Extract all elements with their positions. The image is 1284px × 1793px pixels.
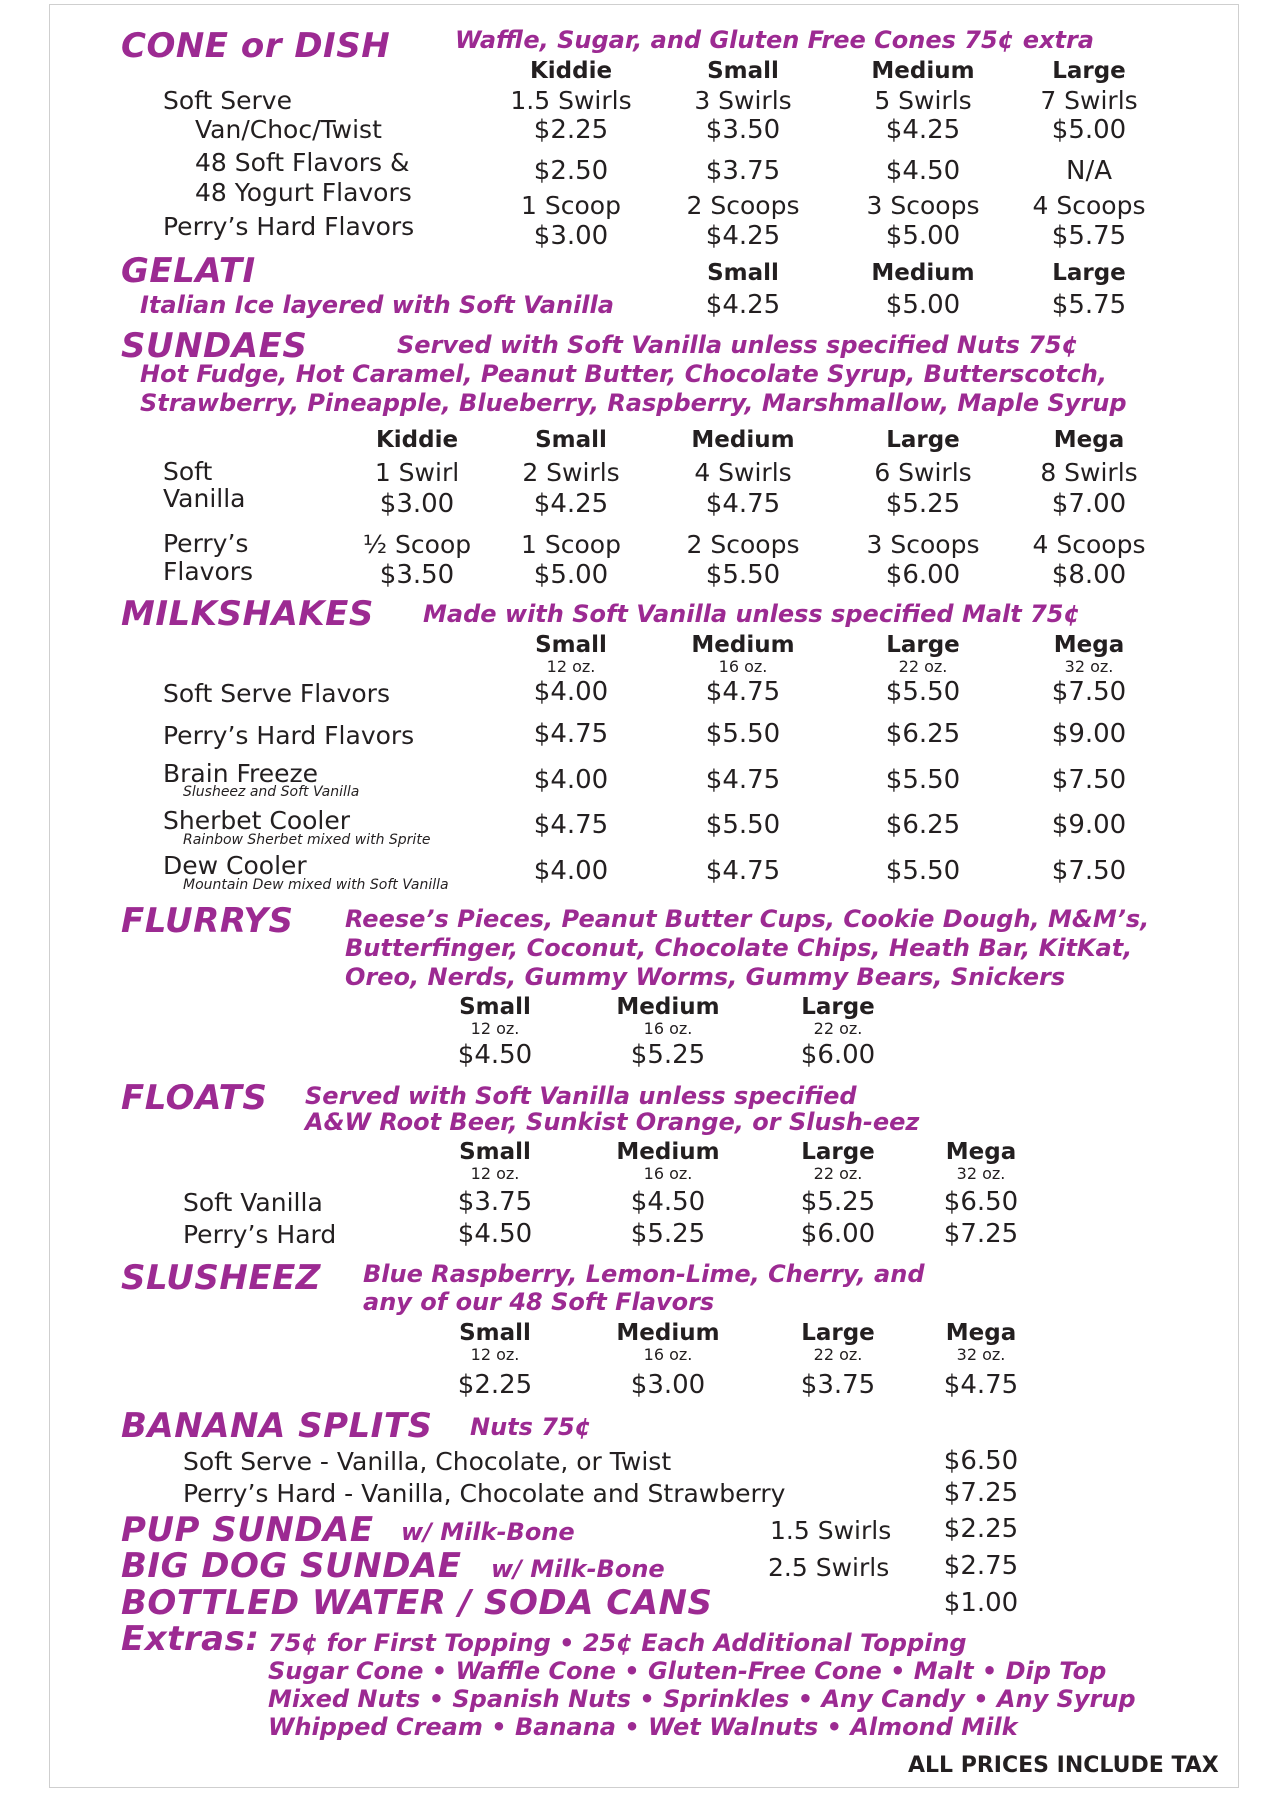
- sundae-swirls: 8 Swirls: [1040, 458, 1138, 487]
- flurry-price: $4.50: [457, 1040, 533, 1070]
- bigdog-swirls: 2.5 Swirls: [768, 1553, 890, 1582]
- float-row-label: Soft Vanilla: [183, 1188, 323, 1217]
- shake-oz: 12 oz.: [546, 657, 596, 676]
- shake-price: $9.00: [1051, 719, 1127, 749]
- sundae-soft-price: $4.25: [533, 489, 609, 519]
- float-price: $3.75: [457, 1187, 533, 1217]
- float-size: Mega: [945, 1139, 1017, 1165]
- cone-flavors-price: $3.75: [705, 156, 781, 186]
- cone-size-medium: Medium: [871, 58, 975, 84]
- float-oz: 32 oz.: [956, 1164, 1006, 1183]
- gelati-title: GELATI: [121, 251, 256, 291]
- gelati-price: $4.25: [705, 290, 781, 320]
- sundae-size: Large: [886, 427, 960, 453]
- cone-vct-price: $5.00: [1051, 115, 1127, 145]
- cone-hard-label: Perry’s Hard Flavors: [163, 212, 415, 241]
- sundaes-toppings: Strawberry, Pineapple, Blueberry, Raspberry, Marshmallow, Maple Syrup: [140, 389, 1127, 417]
- shake-price: $4.00: [533, 765, 609, 795]
- shake-size: Mega: [1053, 632, 1125, 658]
- flurry-oz: 16 oz.: [643, 1019, 693, 1038]
- floats-note: Served with Soft Vanilla unless specified: [305, 1082, 857, 1110]
- shake-oz: 16 oz.: [718, 657, 768, 676]
- shake-oz: 32 oz.: [1064, 657, 1114, 676]
- slusheez-note: any of our 48 Soft Flavors: [363, 1288, 715, 1316]
- sundae-size: Kiddie: [375, 427, 459, 453]
- sundae-size: Mega: [1053, 427, 1125, 453]
- cone-flavors-label: 48 Soft Flavors &: [195, 148, 410, 177]
- sundaes-note: Served with Soft Vanilla unless specified Nuts 75¢: [397, 331, 1079, 359]
- sundae-soft-price: $7.00: [1051, 489, 1127, 519]
- slush-price: $3.75: [800, 1370, 876, 1400]
- sundae-soft-label: Vanilla: [163, 484, 246, 513]
- cone-note: Waffle, Sugar, and Gluten Free Cones 75¢ extra: [455, 26, 1094, 54]
- banana-row-label: Perry’s Hard - Vanilla, Chocolate and Strawberry: [183, 1479, 786, 1508]
- cone-title: CONE or DISH: [121, 26, 391, 66]
- shake-row-label: Perry’s Hard Flavors: [163, 721, 415, 750]
- banana-price: $6.50: [943, 1446, 1019, 1476]
- cone-size-small: Small: [707, 58, 779, 84]
- flurry-price: $6.00: [800, 1040, 876, 1070]
- pup-title: PUP SUNDAE: [121, 1510, 374, 1550]
- sundae-perry-price: $3.50: [379, 560, 455, 590]
- float-size: Large: [801, 1139, 875, 1165]
- shake-price: $4.75: [705, 765, 781, 795]
- pup-swirls: 1.5 Swirls: [770, 1516, 892, 1545]
- sundae-perry-price: $5.00: [533, 560, 609, 590]
- float-oz: 22 oz.: [813, 1164, 863, 1183]
- cone-size-kiddie: Kiddie: [529, 58, 613, 84]
- slush-oz: 12 oz.: [470, 1345, 520, 1364]
- extras-title: Extras:: [121, 1619, 260, 1659]
- cone-flavors-label: 48 Yogurt Flavors: [195, 178, 412, 207]
- sundae-perry-label: Perry’s: [163, 529, 249, 558]
- cone-flavors-price: $2.50: [533, 156, 609, 186]
- milkshakes-note: Made with Soft Vanilla unless specified Malt 75¢: [423, 600, 1081, 628]
- shake-price: $9.00: [1051, 810, 1127, 840]
- float-price: $5.25: [800, 1187, 876, 1217]
- slush-size: Medium: [616, 1320, 720, 1346]
- shake-price: $6.25: [885, 810, 961, 840]
- flurrys-title: FLURRYS: [121, 901, 294, 941]
- sundae-swirls: 4 Swirls: [694, 458, 792, 487]
- cone-vct-label: Van/Choc/Twist: [195, 115, 382, 144]
- float-price: $4.50: [457, 1219, 533, 1249]
- flurry-size: Small: [459, 994, 531, 1020]
- float-price: $4.50: [630, 1187, 706, 1217]
- cone-scoops: 4 Scoops: [1032, 191, 1146, 220]
- sundae-scoops: 2 Scoops: [686, 530, 800, 559]
- cone-scoops: 3 Scoops: [866, 191, 980, 220]
- float-price: $7.25: [943, 1219, 1019, 1249]
- gelati-size: Small: [707, 260, 779, 286]
- slush-price: $3.00: [630, 1370, 706, 1400]
- cone-hard-price: $3.00: [533, 221, 609, 251]
- cone-swirls: 5 Swirls: [874, 86, 972, 115]
- sundae-perry-label: Flavors: [163, 557, 254, 586]
- shake-row-sub: Mountain Dew mixed with Soft Vanilla: [183, 877, 449, 893]
- tax-note: ALL PRICES INCLUDE TAX: [908, 1753, 1219, 1778]
- gelati-size: Large: [1052, 260, 1126, 286]
- milkshakes-title: MILKSHAKES: [121, 594, 374, 634]
- sundae-scoops: 4 Scoops: [1032, 530, 1146, 559]
- flurry-oz: 22 oz.: [813, 1019, 863, 1038]
- gelati-price: $5.00: [885, 290, 961, 320]
- water-title: BOTTLED WATER / SODA CANS: [121, 1583, 713, 1623]
- shake-row-label: Brain Freeze: [163, 759, 319, 788]
- flurrys-items: Butterfinger, Coconut, Chocolate Chips, Heath Bar, KitKat,: [345, 934, 1133, 962]
- cone-vct-price: $4.25: [885, 115, 961, 145]
- shake-price: $5.50: [705, 719, 781, 749]
- shake-price: $4.75: [533, 719, 609, 749]
- sundae-soft-label: Soft: [163, 457, 213, 486]
- slush-oz: 16 oz.: [643, 1345, 693, 1364]
- gelati-price: $5.75: [1051, 290, 1127, 320]
- gelati-desc: Italian Ice layered with Soft Vanilla: [140, 291, 614, 319]
- shake-size: Small: [535, 632, 607, 658]
- slusheez-note: Blue Raspberry, Lemon-Lime, Cherry, and: [363, 1260, 925, 1288]
- shake-row-label: Sherbet Cooler: [163, 806, 351, 835]
- float-price: $5.25: [630, 1219, 706, 1249]
- shake-price: $7.50: [1051, 677, 1127, 707]
- shake-price: $4.75: [533, 810, 609, 840]
- sundae-scoops: 3 Scoops: [866, 530, 980, 559]
- slush-oz: 22 oz.: [813, 1345, 863, 1364]
- banana-title: BANANA SPLITS: [121, 1406, 433, 1446]
- slush-size: Mega: [945, 1320, 1017, 1346]
- sundaes-toppings: Hot Fudge, Hot Caramel, Peanut Butter, Chocolate Syrup, Butterscotch,: [140, 360, 1107, 388]
- slush-price: $2.25: [457, 1370, 533, 1400]
- shake-price: $7.50: [1051, 765, 1127, 795]
- sundaes-title: SUNDAES: [121, 326, 308, 366]
- sundae-soft-price: $3.00: [379, 489, 455, 519]
- shake-price: $6.25: [885, 719, 961, 749]
- extras-line: Sugar Cone • Waffle Cone • Gluten-Free Cone • Malt • Dip Top: [268, 1657, 1107, 1685]
- sundae-soft-price: $4.75: [705, 489, 781, 519]
- shake-size: Large: [886, 632, 960, 658]
- extras-line: Whipped Cream • Banana • Wet Walnuts • Almond Milk: [268, 1713, 1018, 1741]
- shake-price: $5.50: [705, 810, 781, 840]
- bigdog-price: $2.75: [943, 1551, 1019, 1581]
- banana-row-label: Soft Serve - Vanilla, Chocolate, or Twist: [183, 1447, 672, 1476]
- slusheez-title: SLUSHEEZ: [121, 1258, 321, 1298]
- floats-title: FLOATS: [121, 1078, 268, 1118]
- cone-scoops: 1 Scoop: [521, 191, 621, 220]
- shake-row-sub: Rainbow Sherbet mixed with Sprite: [183, 832, 431, 848]
- shake-price: $4.75: [705, 677, 781, 707]
- banana-price: $7.25: [943, 1478, 1019, 1508]
- slush-price: $4.75: [943, 1370, 1019, 1400]
- cone-hard-price: $5.75: [1051, 221, 1127, 251]
- cone-vct-price: $3.50: [705, 115, 781, 145]
- cone-scoops: 2 Scoops: [686, 191, 800, 220]
- flurrys-items: Oreo, Nerds, Gummy Worms, Gummy Bears, Snickers: [345, 963, 1066, 991]
- sundae-perry-price: $5.50: [705, 560, 781, 590]
- cone-swirls: 3 Swirls: [694, 86, 792, 115]
- water-price: $1.00: [943, 1588, 1019, 1618]
- float-price: $6.00: [800, 1219, 876, 1249]
- sundae-size: Medium: [691, 427, 795, 453]
- flurry-price: $5.25: [630, 1040, 706, 1070]
- sundae-perry-price: $6.00: [885, 560, 961, 590]
- float-price: $6.50: [943, 1187, 1019, 1217]
- shake-price: $5.50: [885, 765, 961, 795]
- slush-size: Small: [459, 1320, 531, 1346]
- slush-size: Large: [801, 1320, 875, 1346]
- cone-swirls: 7 Swirls: [1040, 86, 1138, 115]
- sundae-perry-price: $8.00: [1051, 560, 1127, 590]
- shake-price: $4.75: [705, 856, 781, 886]
- shake-row-label: Dew Cooler: [163, 851, 307, 880]
- float-oz: 12 oz.: [470, 1164, 520, 1183]
- flurry-size: Large: [801, 994, 875, 1020]
- shake-price: $4.00: [533, 856, 609, 886]
- shake-price: $5.50: [885, 677, 961, 707]
- shake-row-label: Soft Serve Flavors: [163, 679, 390, 708]
- cone-swirls: 1.5 Swirls: [510, 86, 632, 115]
- cone-flavors-price: $4.50: [885, 156, 961, 186]
- shake-size: Medium: [691, 632, 795, 658]
- shake-price: $5.50: [885, 856, 961, 886]
- float-row-label: Perry’s Hard: [183, 1220, 337, 1249]
- cone-size-large: Large: [1052, 58, 1126, 84]
- shake-oz: 22 oz.: [898, 657, 948, 676]
- shake-price: $7.50: [1051, 856, 1127, 886]
- bigdog-title: BIG DOG SUNDAE: [121, 1546, 462, 1586]
- banana-note: Nuts 75¢: [470, 1413, 592, 1441]
- shake-price: $4.00: [533, 677, 609, 707]
- flurry-size: Medium: [616, 994, 720, 1020]
- flurry-oz: 12 oz.: [470, 1019, 520, 1038]
- extras-line: 75¢ for First Topping • 25¢ Each Additional Topping: [268, 1629, 967, 1657]
- extras-line: Mixed Nuts • Spanish Nuts • Sprinkles • Any Candy • Any Syrup: [268, 1685, 1136, 1713]
- float-size: Small: [459, 1139, 531, 1165]
- bigdog-note: w/ Milk-Bone: [491, 1555, 665, 1583]
- cone-hard-price: $5.00: [885, 221, 961, 251]
- floats-note: A&W Root Beer, Sunkist Orange, or Slush-eez: [305, 1108, 920, 1136]
- flurrys-items: Reese’s Pieces, Peanut Butter Cups, Cookie Dough, M&M’s,: [345, 905, 1150, 933]
- float-oz: 16 oz.: [643, 1164, 693, 1183]
- sundae-scoops: ½ Scoop: [362, 530, 472, 559]
- gelati-size: Medium: [871, 260, 975, 286]
- shake-row-sub: Slusheez and Soft Vanilla: [183, 784, 360, 800]
- float-size: Medium: [616, 1139, 720, 1165]
- pup-note: w/ Milk-Bone: [401, 1518, 575, 1546]
- sundae-swirls: 1 Swirl: [374, 458, 460, 487]
- sundae-swirls: 2 Swirls: [522, 458, 620, 487]
- sundae-soft-price: $5.25: [885, 489, 961, 519]
- sundae-size: Small: [535, 427, 607, 453]
- cone-flavors-price: N/A: [1066, 156, 1112, 186]
- cone-hard-price: $4.25: [705, 221, 781, 251]
- cone-softserve-label: Soft Serve: [163, 86, 292, 115]
- sundae-scoops: 1 Scoop: [521, 530, 621, 559]
- slush-oz: 32 oz.: [956, 1345, 1006, 1364]
- cone-vct-price: $2.25: [533, 115, 609, 145]
- sundae-swirls: 6 Swirls: [874, 458, 972, 487]
- pup-price: $2.25: [943, 1514, 1019, 1544]
